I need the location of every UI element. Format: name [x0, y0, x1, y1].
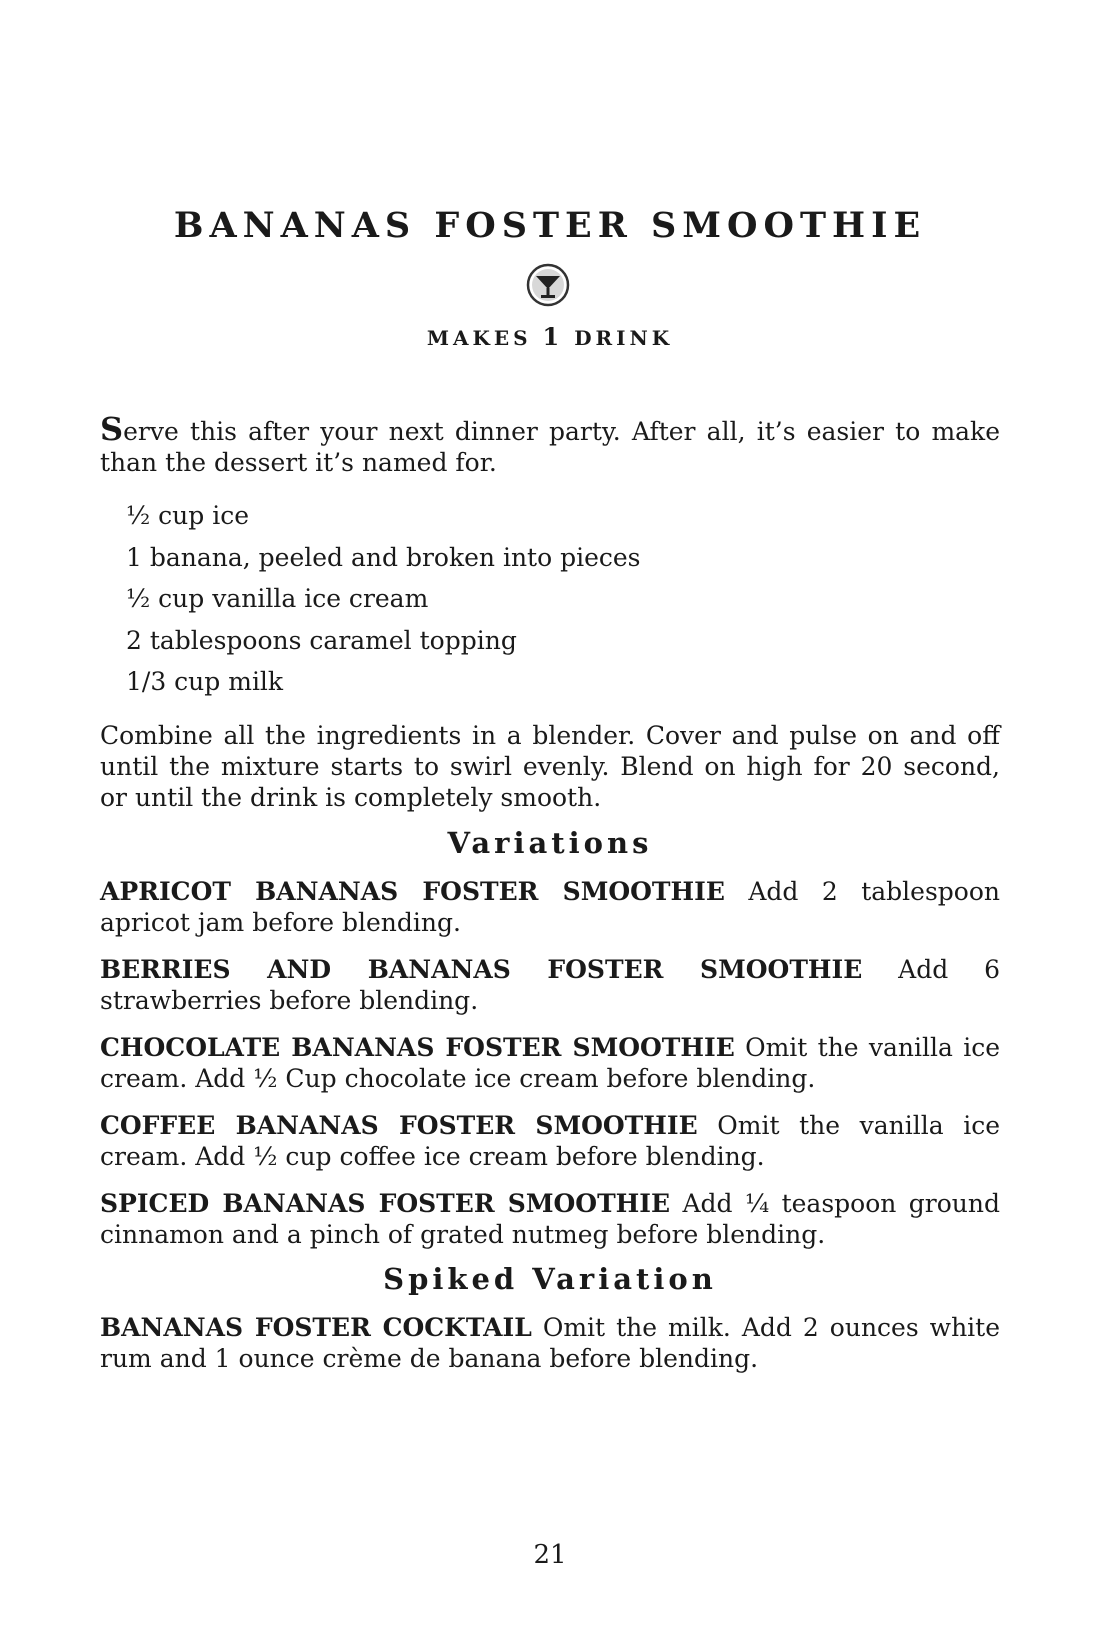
page-number: 21 — [533, 1540, 567, 1570]
method-paragraph: Combine all the ingredients in a blender. Cover and pulse on and off until the mixture starts to swirl evenly. Blend on high for 20 second, or until the drink is completely smooth. — [100, 721, 1000, 812]
spiked-variation-heading: Spiked Variation — [383, 1262, 717, 1296]
variations-heading: Variations — [447, 826, 653, 860]
cocktail-glass-icon — [525, 262, 571, 308]
intro-paragraph — [100, 410, 1000, 478]
variations-list — [100, 876, 1000, 1266]
recipe-page — [100, 0, 1000, 1650]
spiked-variation-name: BANANAS FOSTER COCKTAIL — [100, 1313, 532, 1342]
ingredient-item: 2 tablespoons caramel topping — [126, 625, 517, 655]
ingredient-list — [126, 500, 986, 708]
variation-name: CHOCOLATE BANANAS FOSTER SMOOTHIE — [100, 1033, 735, 1062]
variation-item — [100, 1032, 1000, 1094]
recipe-title: BANANAS FOSTER SMOOTHIE — [173, 205, 927, 246]
variation-text: Add 2 tablespoon apricot jam before blending. — [100, 877, 1000, 937]
variation-item — [100, 1188, 1000, 1250]
variation-name: SPICED BANANAS FOSTER SMOOTHIE — [100, 1189, 671, 1218]
yield-line — [100, 322, 1000, 351]
variation-text: Add 6 strawberries before blending. — [100, 955, 1000, 1015]
ingredient-item: ½ cup vanilla ice cream — [126, 584, 429, 613]
variation-name: APRICOT BANANAS FOSTER SMOOTHIE — [100, 877, 725, 906]
intro-dropcap: S — [100, 410, 124, 448]
variation-name: COFFEE BANANAS FOSTER SMOOTHIE — [100, 1111, 698, 1140]
intro-text: erve this after your next dinner party. After all, it’s easier to make than the dessert it’s named for. — [100, 417, 1000, 477]
variation-text: Add ¼ teaspoon ground cinnamon and a pinch of grated nutmeg before blending. — [100, 1189, 1000, 1249]
yield-suffix: DRINK — [574, 326, 674, 350]
variation-item — [100, 954, 1000, 1016]
variation-item — [100, 1110, 1000, 1172]
variation-text: Omit the vanilla ice cream. Add ½ cup coffee ice cream before blending. — [100, 1111, 1000, 1171]
variation-item — [100, 876, 1000, 938]
variation-text: Omit the vanilla ice cream. Add ½ Cup chocolate ice cream before blending. — [100, 1033, 1001, 1093]
ingredient-item: ½ cup ice — [126, 501, 250, 530]
variation-name: BERRIES AND BANANAS FOSTER SMOOTHIE — [100, 955, 863, 984]
spiked-variation-text: Omit the milk. Add 2 ounces white rum and 1 ounce crème de banana before blending. — [100, 1313, 1001, 1373]
spiked-variation-item — [100, 1312, 1000, 1374]
yield-number: 1 — [542, 322, 564, 351]
ingredient-item: 1 banana, peeled and broken into pieces — [126, 542, 641, 572]
yield-prefix: MAKES — [426, 326, 532, 350]
ingredient-item: 1/3 cup milk — [126, 667, 284, 696]
